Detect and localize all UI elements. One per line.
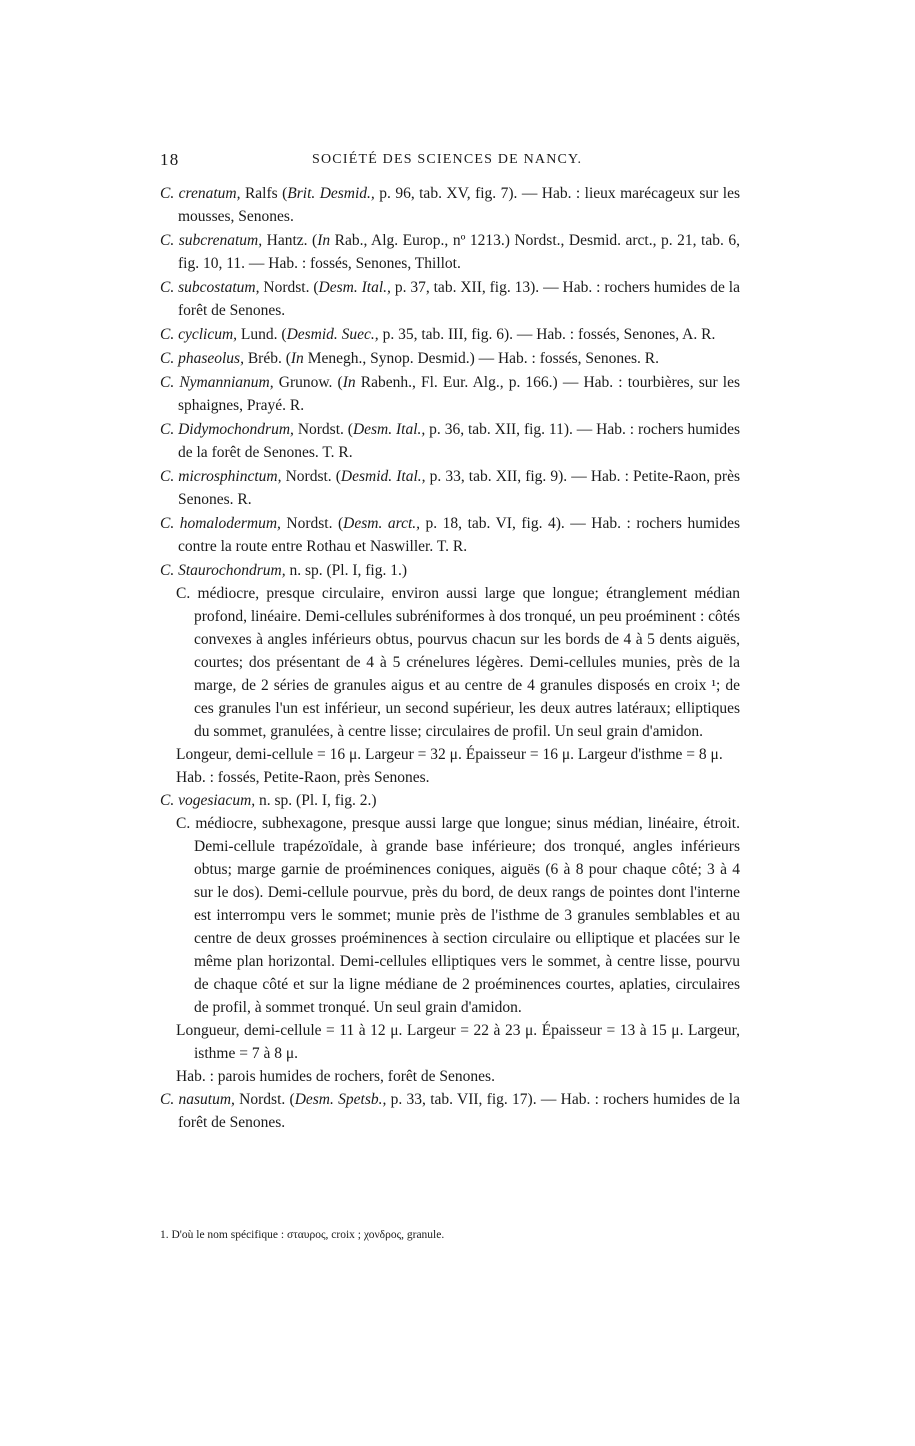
body-text (160, 182, 740, 1135)
species-entry: C. cyclicum, Lund. (Desmid. Suec., p. 35, tab. III, fig. 6). — Hab. : fossés, Senones, A. R. (160, 326, 716, 343)
species-name: C. Didymochondrum, (160, 421, 294, 438)
new-species-heading: C. vogesiacum, n. sp. (Pl. I, fig. 2.) (160, 792, 377, 809)
species-description: C. médiocre, subhexagone, presque aussi large que longue; sinus médian, linéaire, étroit. Demi-cellule trapézoïdale, à grande base inférieure; dos tronqué, angles inférieurs obtus; marge garnie de proéminences coniques, aiguës (6 à 8 pour chaque côté; 3 à 4 sur le dos). Demi-cellule pourvue, près du bord, de deux rangs de pointes dont l'interne est interrompu vers le sommet; munie près de l'isthme de 3 granules semblables et au centre de deux grosses proéminences à section circulaire ou elliptique et placées sur le même plan horizontal. Demi-cellules elliptiques vers le sommet, à centre lisse, pourvu de chaque côté et sur la ligne médiane de 2 proéminences courtes, aplaties, circulaires de profil, à sommet tronqué. Un seul grain d'amidon. (176, 815, 740, 1016)
species-name: C. subcrenatum, (160, 232, 263, 249)
species-name: C. phaseolus, (160, 350, 244, 367)
species-entry: C. homalodermum, Nordst. (Desm. arct., p. 18, tab. VI, fig. 4). — Hab. : rochers humides contre la route entre Rothau et Naswiller. T. R. (160, 515, 740, 555)
species-dimensions: Longueur, demi-cellule = 11 à 12 μ. Largeur = 22 à 23 μ. Épaisseur = 13 à 15 μ. Largeur, isthme = 7 à 8 μ. (176, 1022, 740, 1062)
species-entry: C. Didymochondrum, Nordst. (Desm. Ital., p. 36, tab. XII, fig. 11). — Hab. : rochers humides de la forêt de Senones. T. R. (160, 421, 740, 461)
species-entry: C. crenatum, Ralfs (Brit. Desmid., p. 96, tab. XV, fig. 7). — Hab. : lieux marécageux sur les mousses, Senones. (160, 185, 741, 225)
species-entry: C. microsphinctum, Nordst. (Desmid. Ital., p. 33, tab. XII, fig. 9). — Hab. : Petite-Raon, près Senones. R. (160, 468, 741, 508)
species-name: C. cyclicum, (160, 326, 238, 343)
species-entry: C. Nymannianum, Grunow. (In Rabenh., Fl. Eur. Alg., p. 166.) — Hab. : tourbières, sur les sphaignes, Prayé. R. (160, 374, 740, 414)
new-species-heading: C. Staurochondrum, n. sp. (Pl. I, fig. 1.) (160, 562, 408, 579)
species-name: C. vogesiacum, (160, 792, 256, 809)
footnote: 1. D'où le nom spécifique : σταυρος, croix ; χονδρος, granule. (160, 1229, 445, 1241)
species-habitat: Hab. : parois humides de rochers, forêt de Senones. (176, 1068, 495, 1085)
species-entry: C. nasutum, Nordst. (Desm. Spetsb., p. 33, tab. VII, fig. 17). — Hab. : rochers humides de la forêt de Senones. (160, 1091, 740, 1131)
species-entry: C. phaseolus, Bréb. (In Menegh., Synop. Desmid.) — Hab. : fossés, Senones. R. (160, 350, 659, 367)
species-habitat: Hab. : fossés, Petite-Raon, près Senones. (176, 769, 430, 786)
species-entry: C. subcostatum, Nordst. (Desm. Ital., p. 37, tab. XII, fig. 13). — Hab. : rochers humides de la forêt de Senones. (160, 279, 740, 319)
species-name: C. nasutum, (160, 1091, 235, 1108)
species-entry: C. subcrenatum, Hantz. (In Rab., Alg. Europ., nº 1213.) Nordst., Desmid. arct., p. 21, tab. 6, fig. 10, 11. — Hab. : fossés, Senones, Thillot. (160, 232, 740, 272)
species-dimensions: Longeur, demi-cellule = 16 μ. Largeur = 32 μ. Épaisseur = 16 μ. Largeur d'isthme = 8 μ. (176, 746, 723, 763)
species-name: C. Staurochondrum, (160, 562, 286, 579)
page-header (160, 150, 740, 174)
species-name: C. subcostatum, (160, 279, 260, 296)
species-name: C. Nymannianum, (160, 374, 274, 391)
species-name: C. homalodermum, (160, 515, 281, 532)
species-name: C. crenatum, (160, 185, 241, 202)
page-number: 18 (160, 150, 180, 169)
running-title: SOCIÉTÉ DES SCIENCES DE NANCY. (312, 152, 583, 167)
species-name: C. microsphinctum, (160, 468, 282, 485)
species-description: C. médiocre, presque circulaire, environ aussi large que longue; étranglement médian profond, linéaire. Demi-cellules subréniformes à dos tronqué, un peu proéminent : côtés convexes à angles inférieurs obtus, pourvus chacun sur les bords de 4 à 5 dents aiguës, courtes; dos présentant de 4 à 5 crénelures légères. Demi-cellules munies, près de la marge, de 2 séries de granules aigus et au centre de 4 granules disposés en croix ¹; de ces granules l'un est inférieur, un second supérieur, les deux autres latéraux; elliptiques du sommet, granulées, à centre lisse; circulaires de profil. Un seul grain d'amidon. (176, 585, 740, 740)
